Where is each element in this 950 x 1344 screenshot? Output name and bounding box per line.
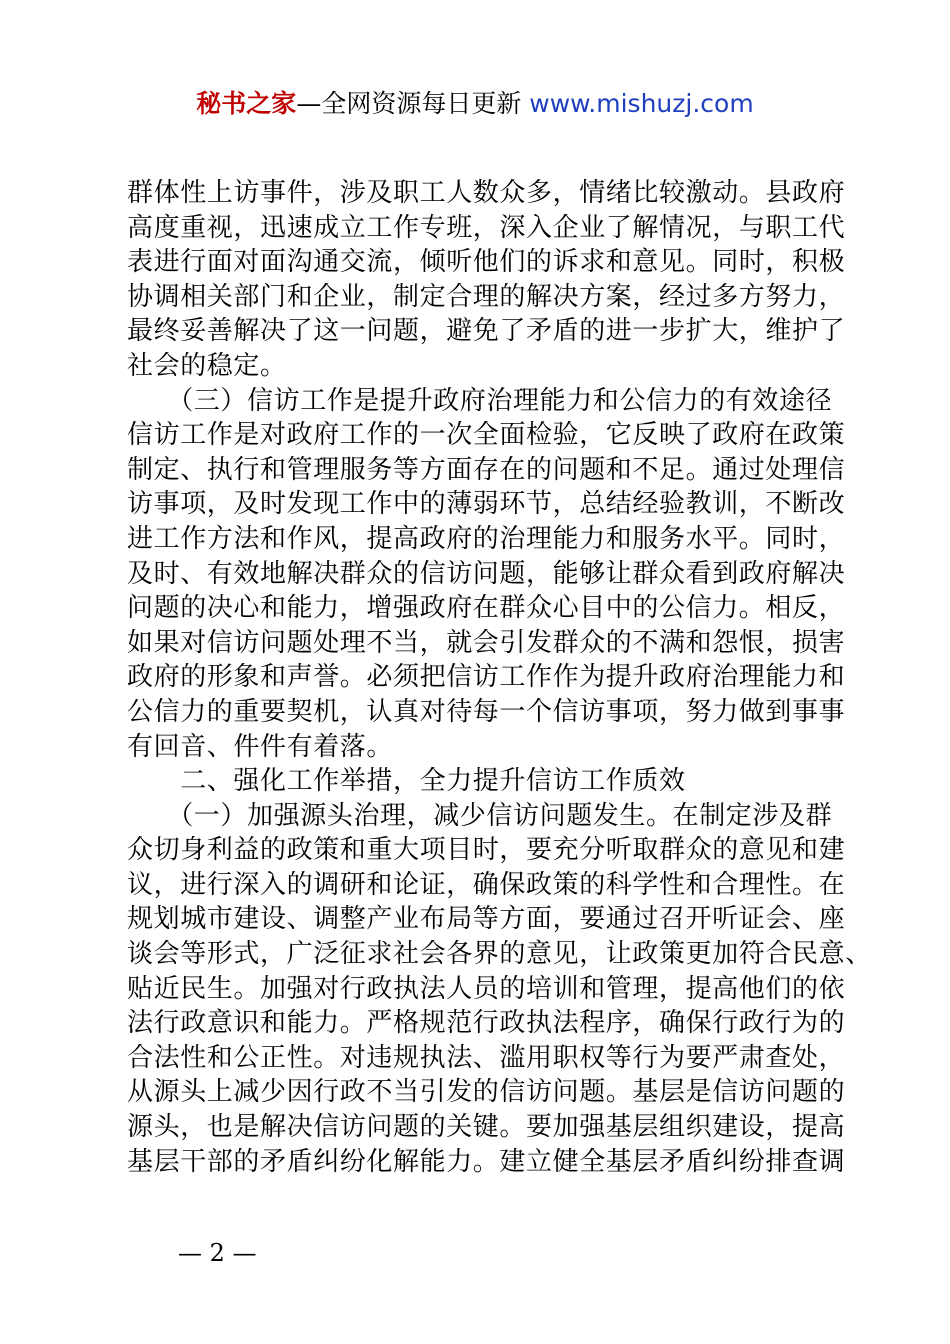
text-line: 及时、有效地解决群众的信访问题，能够让群众看到政府解决 (127, 558, 846, 589)
text-line: 规划城市建设、调整产业布局等方面，要通过召开听证会、座 (127, 904, 846, 935)
header-tagline: —全网资源每日更新 (296, 89, 530, 118)
text-line: 最终妥善解决了这一问题，避免了矛盾的进一步扩大，维护了 (127, 316, 846, 347)
text-line: 谈会等形式，广泛征求社会各界的意见，让政策更加符合民意、 (127, 939, 872, 970)
page-number: — 2 — (178, 1239, 257, 1267)
text-line: 公信力的重要契机，认真对待每一个信访事项，努力做到事事 (127, 696, 846, 727)
text-line: 政府的形象和声誉。必须把信访工作作为提升政府治理能力和 (127, 662, 846, 693)
text-line: 如果对信访问题处理不当，就会引发群众的不满和怨恨，损害 (127, 627, 846, 658)
text-line: 法行政意识和能力。严格规范行政执法程序，确保行政行为的 (127, 1008, 846, 1039)
text-line: 访事项，及时发现工作中的薄弱环节，总结经验教训，不断改 (127, 489, 846, 520)
text-line: 制定、执行和管理服务等方面存在的问题和不足。通过处理信 (127, 454, 846, 485)
section-heading: 二、强化工作举措，全力提升信访工作质效 (127, 766, 686, 797)
section-heading: （三）信访工作是提升政府治理能力和公信力的有效途径 (127, 385, 833, 416)
text-line: 群体性上访事件，涉及职工人数众多，情绪比较激动。县政府 (127, 178, 846, 208)
document-body (127, 176, 872, 1179)
text-line: 议，进行深入的调研和论证，确保政策的科学性和合理性。在 (127, 869, 846, 900)
text-line: 贴近民生。加强对行政执法人员的培训和管理，提高他们的依 (127, 973, 846, 1004)
text-line: 基层干部的矛盾纠纷化解能力。建立健全基层矛盾纠纷排查调 (127, 1146, 846, 1177)
text-line: 源头，也是解决信访问题的关键。要加强基层组织建设，提高 (127, 1112, 846, 1143)
text-line: 问题的决心和能力，增强政府在群众心目中的公信力。相反， (127, 593, 846, 624)
text-line: 合法性和公正性。对违规执法、滥用职权等行为要严肃查处， (127, 1042, 846, 1073)
text-line: 有回音、件件有着落。 (127, 731, 394, 762)
site-header (0, 86, 950, 122)
text-line: 从源头上减少因行政不当引发的信访问题。基层是信访问题的 (127, 1077, 846, 1108)
text-line: 众切身利益的政策和重大项目时，要充分听取群众的意见和建 (127, 835, 846, 866)
site-url-link[interactable]: www.mishuzj.com (529, 89, 754, 118)
text-line: 进工作方法和作风，提高政府的治理能力和服务水平。同时， (127, 523, 846, 554)
text-line: 社会的稳定。 (127, 350, 287, 381)
text-line: 高度重视，迅速成立工作专班，深入企业了解情况，与职工代 (127, 212, 846, 243)
text-line: 信访工作是对政府工作的一次全面检验，它反映了政府在政策 (127, 420, 846, 451)
text-line: 表进行面对面沟通交流，倾听他们的诉求和意见。同时，积极 (127, 247, 846, 278)
brand-name: 秘书之家 (196, 89, 297, 118)
text-line: 协调相关部门和企业，制定合理的解决方案，经过多方努力， (127, 281, 846, 312)
subsection-heading: （一）加强源头治理，减少信访问题发生。在制定涉及群 (127, 800, 833, 831)
